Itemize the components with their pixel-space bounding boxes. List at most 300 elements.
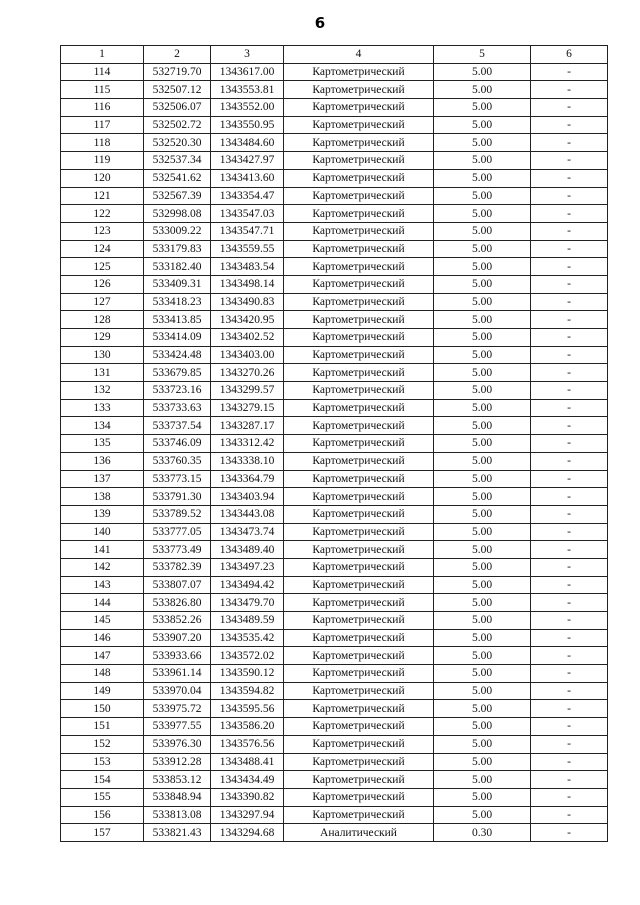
method-cell: Картометрический [284,771,434,789]
x-coordinate-cell: 533409.31 [144,275,211,293]
accuracy-cell: 5.00 [434,399,531,417]
x-coordinate-cell: 533418.23 [144,293,211,311]
accuracy-cell: 5.00 [434,152,531,170]
y-coordinate-cell: 1343535.42 [211,629,284,647]
y-coordinate-cell: 1343297.94 [211,806,284,824]
point-number-cell: 122 [61,205,144,223]
accuracy-cell: 5.00 [434,364,531,382]
accuracy-cell: 5.00 [434,523,531,541]
accuracy-cell: 5.00 [434,470,531,488]
x-coordinate-cell: 532567.39 [144,187,211,205]
method-cell: Картометрический [284,364,434,382]
column-header: 4 [284,46,434,64]
x-coordinate-cell: 533853.12 [144,771,211,789]
point-number-cell: 127 [61,293,144,311]
point-number-cell: 137 [61,470,144,488]
method-cell: Картометрический [284,205,434,223]
table-row [61,364,608,382]
accuracy-cell: 5.00 [434,629,531,647]
point-number-cell: 130 [61,346,144,364]
point-number-cell: 150 [61,700,144,718]
table-row [61,718,608,736]
table-row [61,612,608,630]
method-cell: Картометрический [284,735,434,753]
y-coordinate-cell: 1343403.94 [211,488,284,506]
y-coordinate-cell: 1343364.79 [211,470,284,488]
table-row [61,558,608,576]
method-cell: Картометрический [284,718,434,736]
table-row [61,293,608,311]
table-row [61,258,608,276]
method-cell: Картометрический [284,99,434,117]
y-coordinate-cell: 1343497.23 [211,558,284,576]
x-coordinate-cell: 533975.72 [144,700,211,718]
x-coordinate-cell: 533773.15 [144,470,211,488]
point-number-cell: 119 [61,152,144,170]
x-coordinate-cell: 533933.66 [144,647,211,665]
column-header: 2 [144,46,211,64]
accuracy-cell: 5.00 [434,682,531,700]
method-cell: Картометрический [284,788,434,806]
y-coordinate-cell: 1343294.68 [211,824,284,842]
y-coordinate-cell: 1343473.74 [211,523,284,541]
x-coordinate-cell: 533970.04 [144,682,211,700]
accuracy-cell: 5.00 [434,753,531,771]
method-cell: Картометрический [284,505,434,523]
y-coordinate-cell: 1343552.00 [211,99,284,117]
table-row [61,735,608,753]
y-coordinate-cell: 1343420.95 [211,311,284,329]
description-cell: - [531,417,608,435]
x-coordinate-cell: 533789.52 [144,505,211,523]
description-cell: - [531,806,608,824]
method-cell: Картометрический [284,558,434,576]
point-number-cell: 152 [61,735,144,753]
table-row [61,700,608,718]
x-coordinate-cell: 533773.49 [144,541,211,559]
x-coordinate-cell: 533746.09 [144,435,211,453]
description-cell: - [531,205,608,223]
y-coordinate-cell: 1343572.02 [211,647,284,665]
method-cell: Картометрический [284,700,434,718]
description-cell: - [531,576,608,594]
accuracy-cell: 5.00 [434,735,531,753]
point-number-cell: 157 [61,824,144,842]
point-number-cell: 147 [61,647,144,665]
x-coordinate-cell: 533760.35 [144,452,211,470]
y-coordinate-cell: 1343287.17 [211,417,284,435]
table-row [61,788,608,806]
method-cell: Картометрический [284,612,434,630]
description-cell: - [531,134,608,152]
table-row [61,417,608,435]
method-cell: Картометрический [284,399,434,417]
method-cell: Картометрический [284,187,434,205]
method-cell: Картометрический [284,488,434,506]
description-cell: - [531,222,608,240]
table-row [61,629,608,647]
y-coordinate-cell: 1343586.20 [211,718,284,736]
method-cell: Картометрический [284,81,434,99]
point-number-cell: 156 [61,806,144,824]
description-cell: - [531,152,608,170]
y-coordinate-cell: 1343547.71 [211,222,284,240]
y-coordinate-cell: 1343494.42 [211,576,284,594]
accuracy-cell: 5.00 [434,258,531,276]
table-row [61,152,608,170]
description-cell: - [531,629,608,647]
point-number-cell: 120 [61,169,144,187]
y-coordinate-cell: 1343279.15 [211,399,284,417]
method-cell: Картометрический [284,435,434,453]
point-number-cell: 124 [61,240,144,258]
column-header: 6 [531,46,608,64]
x-coordinate-cell: 533907.20 [144,629,211,647]
accuracy-cell: 5.00 [434,505,531,523]
accuracy-cell: 5.00 [434,293,531,311]
point-number-cell: 129 [61,329,144,347]
point-number-cell: 140 [61,523,144,541]
accuracy-cell: 5.00 [434,488,531,506]
description-cell: - [531,682,608,700]
point-number-cell: 132 [61,382,144,400]
table-row [61,169,608,187]
table-row [61,523,608,541]
method-cell: Картометрический [284,382,434,400]
method-cell: Картометрический [284,63,434,81]
description-cell: - [531,612,608,630]
x-coordinate-cell: 533777.05 [144,523,211,541]
point-number-cell: 139 [61,505,144,523]
x-coordinate-cell: 533807.07 [144,576,211,594]
accuracy-cell: 0.30 [434,824,531,842]
method-cell: Картометрический [284,240,434,258]
x-coordinate-cell: 532537.34 [144,152,211,170]
point-number-cell: 145 [61,612,144,630]
point-number-cell: 125 [61,258,144,276]
description-cell: - [531,169,608,187]
table-row [61,505,608,523]
y-coordinate-cell: 1343479.70 [211,594,284,612]
x-coordinate-cell: 533977.55 [144,718,211,736]
coordinates-table [60,45,608,842]
description-cell: - [531,329,608,347]
accuracy-cell: 5.00 [434,665,531,683]
point-number-cell: 121 [61,187,144,205]
point-number-cell: 142 [61,558,144,576]
accuracy-cell: 5.00 [434,99,531,117]
y-coordinate-cell: 1343403.00 [211,346,284,364]
description-cell: - [531,735,608,753]
x-coordinate-cell: 532507.12 [144,81,211,99]
y-coordinate-cell: 1343595.56 [211,700,284,718]
description-cell: - [531,488,608,506]
y-coordinate-cell: 1343390.82 [211,788,284,806]
accuracy-cell: 5.00 [434,771,531,789]
accuracy-cell: 5.00 [434,647,531,665]
description-cell: - [531,240,608,258]
accuracy-cell: 5.00 [434,452,531,470]
table-row [61,63,608,81]
x-coordinate-cell: 532502.72 [144,116,211,134]
y-coordinate-cell: 1343483.54 [211,258,284,276]
table-row [61,452,608,470]
table-row [61,753,608,771]
accuracy-cell: 5.00 [434,240,531,258]
table-row [61,205,608,223]
description-cell: - [531,718,608,736]
point-number-cell: 128 [61,311,144,329]
description-cell: - [531,788,608,806]
table-row [61,771,608,789]
x-coordinate-cell: 533821.43 [144,824,211,842]
point-number-cell: 151 [61,718,144,736]
x-coordinate-cell: 533737.54 [144,417,211,435]
y-coordinate-cell: 1343299.57 [211,382,284,400]
description-cell: - [531,81,608,99]
table-row [61,329,608,347]
description-cell: - [531,364,608,382]
description-cell: - [531,523,608,541]
column-header: 3 [211,46,284,64]
x-coordinate-cell: 532541.62 [144,169,211,187]
description-cell: - [531,700,608,718]
table-row [61,222,608,240]
accuracy-cell: 5.00 [434,346,531,364]
x-coordinate-cell: 532520.30 [144,134,211,152]
accuracy-cell: 5.00 [434,558,531,576]
point-number-cell: 148 [61,665,144,683]
x-coordinate-cell: 533826.80 [144,594,211,612]
description-cell: - [531,187,608,205]
table-row [61,541,608,559]
method-cell: Картометрический [284,806,434,824]
accuracy-cell: 5.00 [434,63,531,81]
x-coordinate-cell: 533009.22 [144,222,211,240]
y-coordinate-cell: 1343498.14 [211,275,284,293]
method-cell: Картометрический [284,470,434,488]
x-coordinate-cell: 533182.40 [144,258,211,276]
x-coordinate-cell: 533424.48 [144,346,211,364]
y-coordinate-cell: 1343427.97 [211,152,284,170]
point-number-cell: 138 [61,488,144,506]
table-row [61,435,608,453]
description-cell: - [531,470,608,488]
point-number-cell: 153 [61,753,144,771]
x-coordinate-cell: 532719.70 [144,63,211,81]
method-cell: Картометрический [284,665,434,683]
point-number-cell: 123 [61,222,144,240]
method-cell: Картометрический [284,541,434,559]
table-row [61,594,608,612]
y-coordinate-cell: 1343553.81 [211,81,284,99]
accuracy-cell: 5.00 [434,81,531,99]
method-cell: Картометрический [284,222,434,240]
point-number-cell: 149 [61,682,144,700]
accuracy-cell: 5.00 [434,806,531,824]
point-number-cell: 114 [61,63,144,81]
method-cell: Картометрический [284,346,434,364]
y-coordinate-cell: 1343443.08 [211,505,284,523]
table-row [61,346,608,364]
accuracy-cell: 5.00 [434,187,531,205]
accuracy-cell: 5.00 [434,788,531,806]
point-number-cell: 155 [61,788,144,806]
column-header: 5 [434,46,531,64]
point-number-cell: 154 [61,771,144,789]
method-cell: Картометрический [284,293,434,311]
accuracy-cell: 5.00 [434,275,531,293]
x-coordinate-cell: 532506.07 [144,99,211,117]
table-row [61,399,608,417]
x-coordinate-cell: 533852.26 [144,612,211,630]
method-cell: Картометрический [284,753,434,771]
table-row [61,576,608,594]
point-number-cell: 118 [61,134,144,152]
y-coordinate-cell: 1343338.10 [211,452,284,470]
description-cell: - [531,99,608,117]
y-coordinate-cell: 1343590.12 [211,665,284,683]
description-cell: - [531,558,608,576]
method-cell: Картометрический [284,417,434,435]
table-row [61,275,608,293]
description-cell: - [531,753,608,771]
description-cell: - [531,647,608,665]
method-cell: Картометрический [284,523,434,541]
table-body [61,63,608,841]
point-number-cell: 116 [61,99,144,117]
table-row [61,806,608,824]
y-coordinate-cell: 1343484.60 [211,134,284,152]
point-number-cell: 136 [61,452,144,470]
accuracy-cell: 5.00 [434,382,531,400]
description-cell: - [531,311,608,329]
y-coordinate-cell: 1343550.95 [211,116,284,134]
x-coordinate-cell: 532998.08 [144,205,211,223]
x-coordinate-cell: 533791.30 [144,488,211,506]
method-cell: Картометрический [284,169,434,187]
point-number-cell: 141 [61,541,144,559]
table-row [61,99,608,117]
y-coordinate-cell: 1343489.59 [211,612,284,630]
table-row [61,116,608,134]
method-cell: Картометрический [284,329,434,347]
description-cell: - [531,399,608,417]
x-coordinate-cell: 533782.39 [144,558,211,576]
x-coordinate-cell: 533961.14 [144,665,211,683]
x-coordinate-cell: 533813.08 [144,806,211,824]
table-row [61,240,608,258]
method-cell: Аналитический [284,824,434,842]
description-cell: - [531,665,608,683]
description-cell: - [531,63,608,81]
method-cell: Картометрический [284,647,434,665]
point-number-cell: 126 [61,275,144,293]
y-coordinate-cell: 1343594.82 [211,682,284,700]
point-number-cell: 115 [61,81,144,99]
description-cell: - [531,382,608,400]
description-cell: - [531,293,608,311]
method-cell: Картометрический [284,116,434,134]
y-coordinate-cell: 1343434.49 [211,771,284,789]
table-row [61,488,608,506]
method-cell: Картометрический [284,134,434,152]
page-number: 6 [314,14,326,32]
table-row [61,665,608,683]
y-coordinate-cell: 1343559.55 [211,240,284,258]
x-coordinate-cell: 533733.63 [144,399,211,417]
accuracy-cell: 5.00 [434,417,531,435]
x-coordinate-cell: 533976.30 [144,735,211,753]
y-coordinate-cell: 1343488.41 [211,753,284,771]
y-coordinate-cell: 1343617.00 [211,63,284,81]
description-cell: - [531,275,608,293]
table-header-row [61,46,608,64]
accuracy-cell: 5.00 [434,134,531,152]
accuracy-cell: 5.00 [434,222,531,240]
table-row [61,682,608,700]
table-row [61,647,608,665]
accuracy-cell: 5.00 [434,612,531,630]
description-cell: - [531,594,608,612]
table-row [61,470,608,488]
method-cell: Картометрический [284,682,434,700]
y-coordinate-cell: 1343270.26 [211,364,284,382]
method-cell: Картометрический [284,629,434,647]
accuracy-cell: 5.00 [434,205,531,223]
method-cell: Картометрический [284,311,434,329]
accuracy-cell: 5.00 [434,435,531,453]
y-coordinate-cell: 1343489.40 [211,541,284,559]
description-cell: - [531,258,608,276]
point-number-cell: 133 [61,399,144,417]
point-number-cell: 134 [61,417,144,435]
table-row [61,824,608,842]
x-coordinate-cell: 533179.83 [144,240,211,258]
method-cell: Картометрический [284,576,434,594]
description-cell: - [531,505,608,523]
y-coordinate-cell: 1343413.60 [211,169,284,187]
accuracy-cell: 5.00 [434,718,531,736]
method-cell: Картометрический [284,452,434,470]
y-coordinate-cell: 1343354.47 [211,187,284,205]
table-row [61,81,608,99]
x-coordinate-cell: 533912.28 [144,753,211,771]
accuracy-cell: 5.00 [434,116,531,134]
y-coordinate-cell: 1343490.83 [211,293,284,311]
x-coordinate-cell: 533413.85 [144,311,211,329]
method-cell: Картометрический [284,594,434,612]
accuracy-cell: 5.00 [434,329,531,347]
point-number-cell: 117 [61,116,144,134]
x-coordinate-cell: 533848.94 [144,788,211,806]
description-cell: - [531,824,608,842]
column-header: 1 [61,46,144,64]
x-coordinate-cell: 533723.16 [144,382,211,400]
y-coordinate-cell: 1343402.52 [211,329,284,347]
description-cell: - [531,435,608,453]
accuracy-cell: 5.00 [434,700,531,718]
description-cell: - [531,346,608,364]
accuracy-cell: 5.00 [434,169,531,187]
point-number-cell: 131 [61,364,144,382]
accuracy-cell: 5.00 [434,311,531,329]
table-row [61,134,608,152]
description-cell: - [531,452,608,470]
description-cell: - [531,541,608,559]
accuracy-cell: 5.00 [434,541,531,559]
point-number-cell: 146 [61,629,144,647]
